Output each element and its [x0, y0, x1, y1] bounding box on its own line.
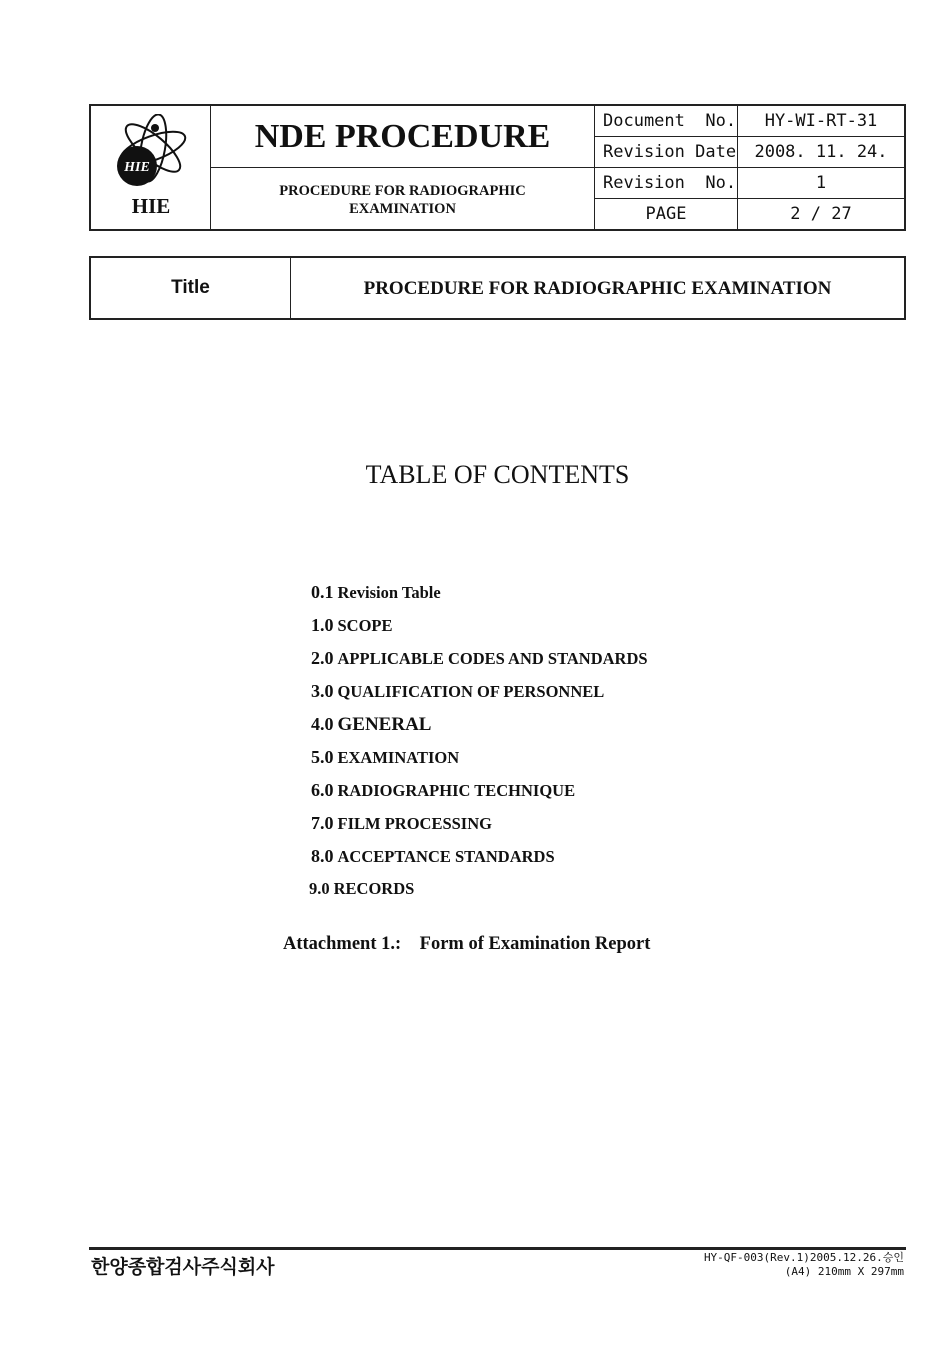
- procedure-subtitle-cell: [211, 168, 595, 229]
- toc-item: [311, 776, 648, 809]
- toc-item: [311, 578, 648, 611]
- logo-mark-text: HIE: [124, 160, 150, 175]
- meta-value: HY-WI-RT-31: [764, 111, 878, 131]
- toc-item-text: FILM PROCESSING: [337, 814, 492, 833]
- toc-item: [311, 842, 648, 875]
- document-header: [89, 104, 906, 231]
- toc-heading: TABLE OF CONTENTS: [365, 460, 630, 489]
- toc-item: [311, 644, 648, 677]
- footer-form-info: [704, 1251, 904, 1279]
- meta-value: 1: [815, 173, 827, 193]
- toc-item-text: APPLICABLE CODES AND STANDARDS: [337, 649, 648, 668]
- toc-item-number: 6.0: [311, 780, 334, 800]
- toc-item: [311, 743, 648, 776]
- title-value: PROCEDURE FOR RADIOGRAPHIC EXAMINATION: [363, 278, 832, 299]
- footer-divider: [89, 1247, 906, 1250]
- toc-item-text: EXAMINATION: [337, 748, 460, 767]
- toc-item-text: RADIOGRAPHIC TECHNIQUE: [337, 781, 576, 800]
- meta-label: PAGE: [595, 199, 738, 229]
- toc-item-number: 5.0: [311, 747, 334, 767]
- procedure-title: NDE PROCEDURE: [254, 118, 551, 155]
- toc-item-text: GENERAL: [337, 714, 432, 735]
- footer-paper-size: (A4) 210mm X 297mm: [784, 1265, 904, 1278]
- toc-item: [311, 677, 648, 710]
- procedure-title-cell: [211, 106, 595, 168]
- meta-value: 2 / 27: [790, 204, 852, 224]
- footer-form-code: HY-QF-003(Rev.1)2005.12.26.승인: [703, 1251, 904, 1264]
- logo-cell: [91, 106, 211, 229]
- meta-label: Revision Date: [595, 137, 738, 167]
- toc-item-number: 3.0: [311, 681, 334, 701]
- toc-list: [311, 578, 648, 908]
- procedure-subtitle: PROCEDURE FOR RADIOGRAPHIC EXAMINATION: [279, 183, 526, 217]
- toc-item-text: Revision Table: [337, 583, 441, 602]
- toc-item-text: QUALIFICATION OF PERSONNEL: [337, 682, 605, 701]
- attachment-line: Attachment 1.: Form of Examination Report: [283, 934, 651, 954]
- title-box: [89, 256, 906, 320]
- meta-label: Revision No.: [595, 168, 738, 198]
- toc-item: [311, 611, 648, 644]
- toc-item: [309, 875, 648, 908]
- meta-row-document-no: [595, 106, 904, 137]
- meta-value: 2008. 11. 24.: [754, 142, 888, 162]
- toc-item-number: 1.0: [311, 615, 334, 635]
- toc-item-text: SCOPE: [337, 616, 393, 635]
- meta-row-revision-no: [595, 168, 904, 199]
- toc-item-number: 7.0: [311, 813, 334, 833]
- toc-item-number: 8.0: [311, 846, 334, 866]
- toc-item-number: 4.0: [311, 714, 334, 734]
- meta-label: Document No.: [595, 106, 738, 136]
- atom-logo-icon: [109, 114, 193, 192]
- logo-text: HIE: [131, 194, 171, 218]
- meta-row-page: [595, 199, 904, 229]
- toc-item-number: 2.0: [311, 648, 334, 668]
- footer-company-name: 한양종합검사주식회사: [91, 1256, 275, 1278]
- toc-item: [311, 710, 648, 743]
- toc-item: [311, 809, 648, 842]
- toc-item-number: 0.1: [311, 582, 334, 602]
- toc-item-text: ACCEPTANCE STANDARDS: [337, 847, 555, 866]
- toc-item-number: 9.0: [309, 879, 330, 898]
- meta-row-revision-date: [595, 137, 904, 168]
- toc-item-text: RECORDS: [333, 879, 415, 898]
- title-label: Title: [91, 258, 291, 318]
